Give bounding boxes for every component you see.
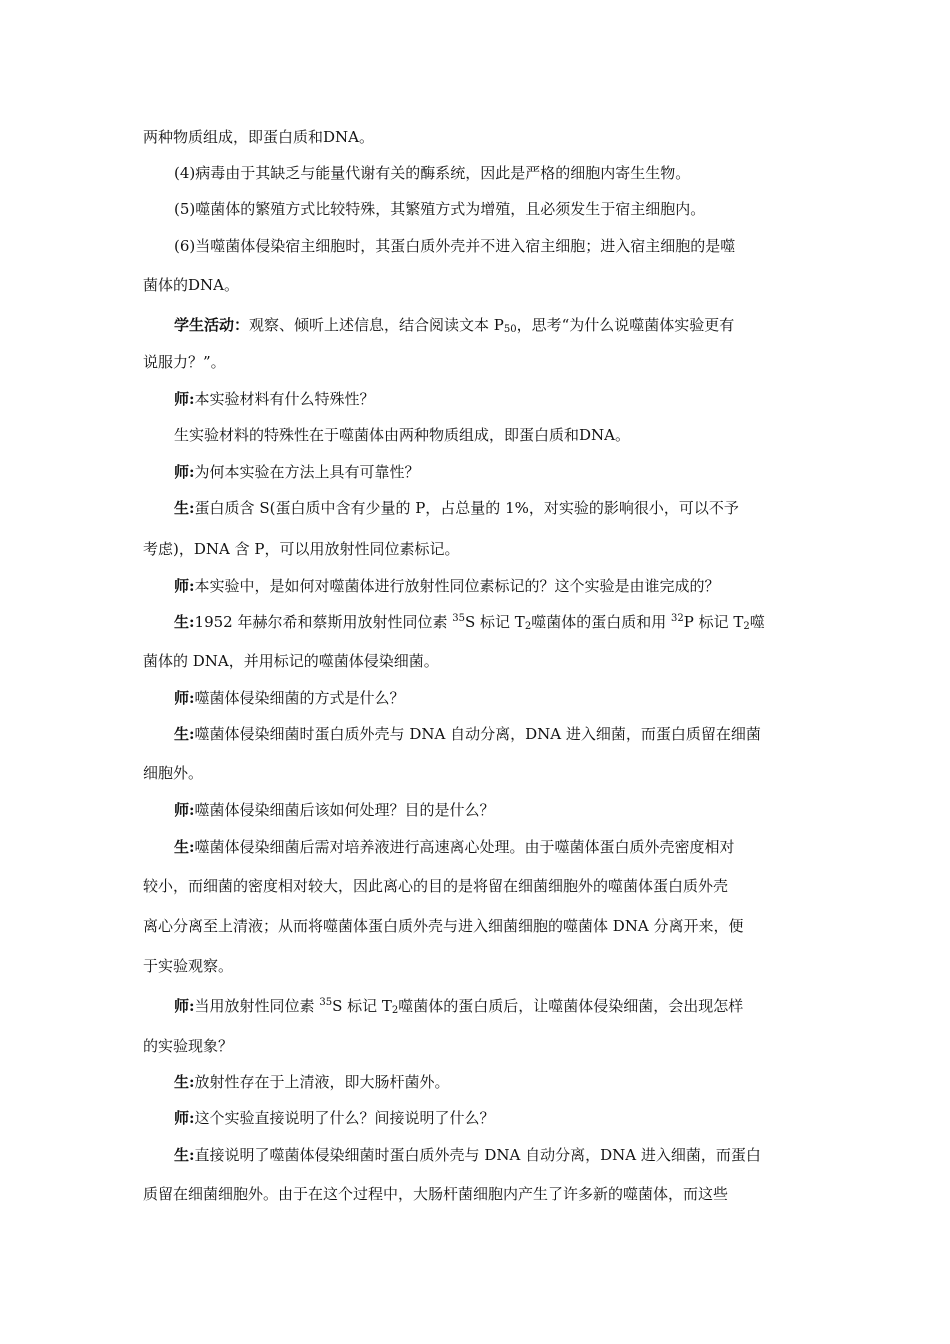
text-line: 师:本实验材料有什么特殊性？ [174,390,375,408]
text-line: 说服力？”。 [143,353,226,371]
text-line: 较小，而细菌的密度相对较大，因此离心的目的是将留在细菌细胞外的噬菌体蛋白质外壳 [143,877,729,895]
text-line: 生:噬菌体侵染细菌时蛋白质外壳与 DNA 自动分离，DNA 进入细菌，而蛋白质留在细菌 [174,725,761,743]
speaker-label: 学生活动： [174,316,250,334]
text-line: 生:直接说明了噬菌体侵染细菌时蛋白质外壳与 DNA 自动分离，DNA 进入细菌，而蛋白 [174,1146,761,1164]
text-line: 质留在细菌细胞外。由于在这个过程中，大肠杆菌细胞内产生了许多新的噬菌体，而这些 [143,1185,729,1203]
text-line: 生:1952 年赫尔希和蔡斯用放射性同位素 $^{35}$S 标记 $T_2$噬菌体的蛋白质和用 $^{32}$P 标记 $T_2$噬 [174,613,765,632]
speaker-label: 师: [174,689,195,707]
text-line: 师:当用放射性同位素 $^{35}$S 标记 $T_2$噬菌体的蛋白质后，让噬菌体侵染细菌，会出现怎样 [174,997,744,1016]
text-line: 学生活动：观察、倾听上述信息，结合阅读文本 $P_{50}$，思考“为什么说噬菌体实验更有 [174,316,735,335]
text-line: 师:噬菌体侵染细菌的方式是什么？ [174,689,405,707]
text-line: 师:为何本实验在方法上具有可靠性？ [174,463,420,481]
text-line: 生:蛋白质含 S(蛋白质中含有少量的 P，占总量的 1%，对实验的影响很小，可以不予 [174,499,739,517]
speaker-label: 生: [174,725,195,743]
text-line: 的实验现象？ [143,1037,234,1055]
text-line: 生:放射性存在于上清液，即大肠杆菌外。 [174,1073,450,1091]
text-line: 细胞外。 [143,764,204,782]
speaker-label: 生: [174,613,195,631]
speaker-label: 生: [174,1146,195,1164]
speaker-label: 生: [174,499,195,517]
speaker-label: 师: [174,801,195,819]
text-line: 离心分离至上清液；从而将噬菌体蛋白质外壳与进入细菌细胞的噬菌体 DNA 分离开来，便 [143,917,744,935]
speaker-label: 生: [174,838,195,856]
text-line: 师:噬菌体侵染细菌后该如何处理？目的是什么？ [174,801,495,819]
speaker-label: 师: [174,997,195,1015]
text-line: 生:噬菌体侵染细菌后需对培养液进行高速离心处理。由于噬菌体蛋白质外壳密度相对 [174,838,735,856]
speaker-label: 师: [174,390,195,408]
text-line: (5)噬菌体的繁殖方式比较特殊，其繁殖方式为增殖，且必须发生于宿主细胞内。 [174,200,706,218]
speaker-label: 师: [174,1109,195,1127]
text-line: (4)病毒由于其缺乏与能量代谢有关的酶系统，因此是严格的细胞内寄生生物。 [174,164,691,182]
text-line: 生实验材料的特殊性在于噬菌体由两种物质组成，即蛋白质和DNA。 [174,426,630,444]
speaker-label: 师: [174,463,195,481]
text-line: 师:本实验中，是如何对噬菌体进行放射性同位素标记的？这个实验是由谁完成的？ [174,577,720,595]
text-line: 考虑)，DNA 含 P，可以用放射性同位素标记。 [143,540,460,558]
text-line: 两种物质组成，即蛋白质和DNA。 [143,128,374,146]
text-line: (6)当噬菌体侵染宿主细胞时，其蛋白质外壳并不进入宿主细胞；进入宿主细胞的是噬 [174,237,736,255]
text-line: 菌体的DNA。 [143,276,239,294]
speaker-label: 生: [174,1073,195,1091]
speaker-label: 师: [174,577,195,595]
text-line: 菌体的 DNA，并用标记的噬菌体侵染细菌。 [143,652,439,670]
text-line: 于实验观察。 [143,957,234,975]
text-line: 师:这个实验直接说明了什么？间接说明了什么？ [174,1109,495,1127]
